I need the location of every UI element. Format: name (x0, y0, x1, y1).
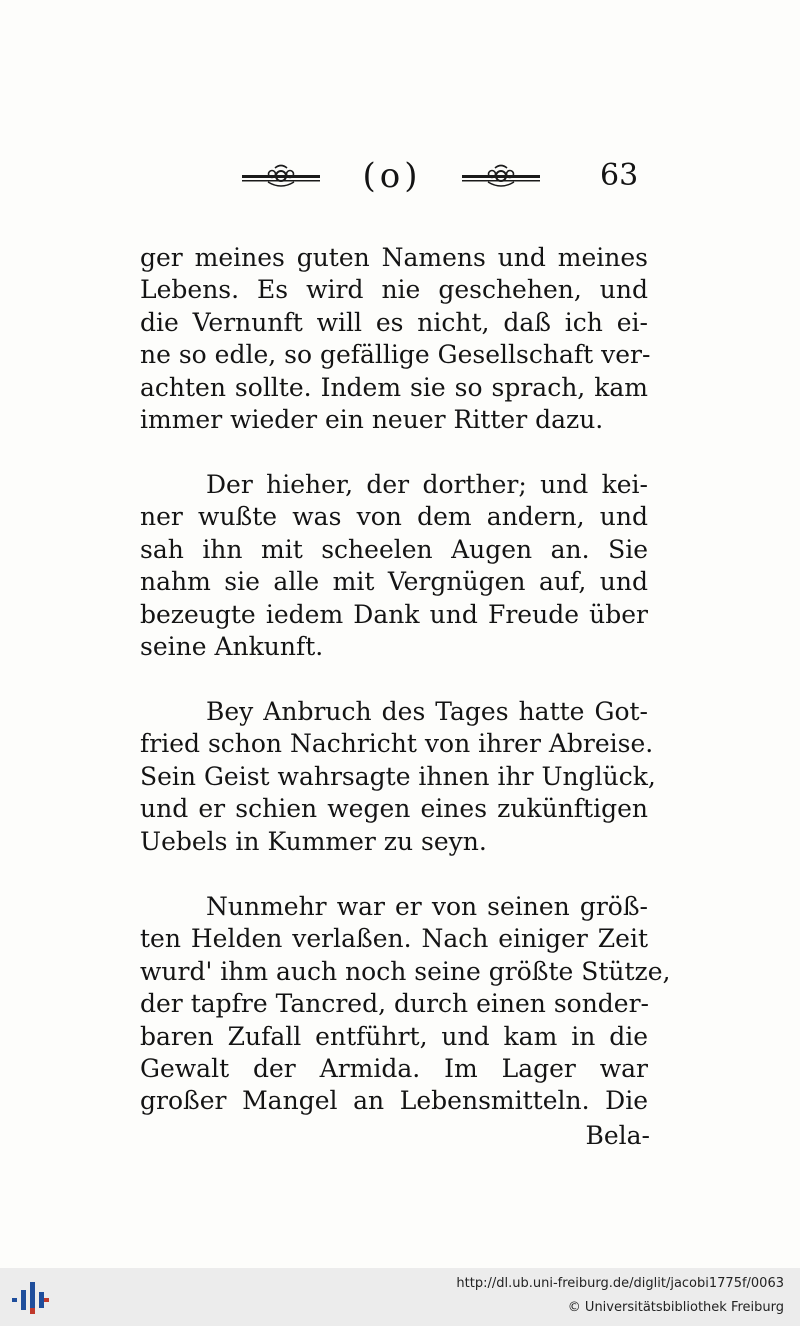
text-line: ger meines guten Namens und meines (140, 243, 648, 272)
text-line: seine Ankunft. (140, 631, 324, 661)
copyright-notice: © Universitätsbibliothek Freiburg (567, 1300, 784, 1315)
paragraph (140, 469, 648, 663)
text-line: Nunmehr war er von seinen größ- (206, 892, 648, 921)
text-line: nahm sie alle mit Vergnügen auf, und (140, 567, 648, 597)
university-library-logo-icon[interactable] (10, 1278, 50, 1316)
paragraph (140, 696, 656, 858)
text-line: ne so edle, so gefällige Gesellschaft ver- (140, 340, 651, 370)
text-line: Bey Anbruch des Tages hatte Got- (206, 697, 648, 726)
catchword: Bela- (585, 1121, 650, 1150)
text-line: ten Helden verlaßen. Nach einiger Zeit (140, 924, 648, 954)
text-line: wurd' ihm auch noch seine größte Stütze, (140, 956, 671, 986)
page-number: 63 (600, 158, 639, 193)
text-line: achten sollte. Indem sie so sprach, kam (140, 372, 648, 402)
text-line: Uebels in Kummer zu seyn. (140, 826, 487, 856)
sheet-signature: (o) (362, 156, 422, 196)
text-line: Der hieher, der dorther; und kei- (206, 470, 648, 499)
text-line: Gewalt der Armida. Im Lager war (140, 1053, 648, 1083)
text-line: bezeugte iedem Dank und Freude über (140, 599, 648, 629)
decorative-ornament-icon (242, 164, 320, 190)
text-line: und er schien wegen eines zukünftigen (140, 794, 648, 824)
text-line: baren Zufall entführt, und kam in die (140, 1021, 648, 1051)
text-line: der tapfre Tancred, durch einen sonder- (140, 989, 649, 1019)
running-head (240, 156, 660, 200)
paragraph (140, 242, 651, 436)
text-line: sah ihn mit scheelen Augen an. Sie (140, 534, 648, 564)
text-line: Lebens. Es wird nie geschehen, und (140, 275, 648, 305)
text-line: immer wieder ein neuer Ritter dazu. (140, 404, 604, 434)
paragraph (140, 891, 671, 1118)
permalink-url[interactable]: http://dl.ub.uni-freiburg.de/diglit/jacobi1775f/0063 (456, 1276, 784, 1291)
text-line: fried schon Nachricht von ihrer Abreise. (140, 729, 654, 759)
footer-bar (0, 1268, 800, 1326)
text-line: die Vernunft will es nicht, daß ich ei- (140, 307, 648, 337)
text-line: Sein Geist wahrsagte ihnen ihr Unglück, (140, 761, 656, 791)
text-line: großer Mangel an Lebensmitteln. Die (140, 1086, 648, 1116)
text-line: ner wußte was von dem andern, und (140, 502, 648, 532)
decorative-ornament-icon (462, 164, 540, 190)
